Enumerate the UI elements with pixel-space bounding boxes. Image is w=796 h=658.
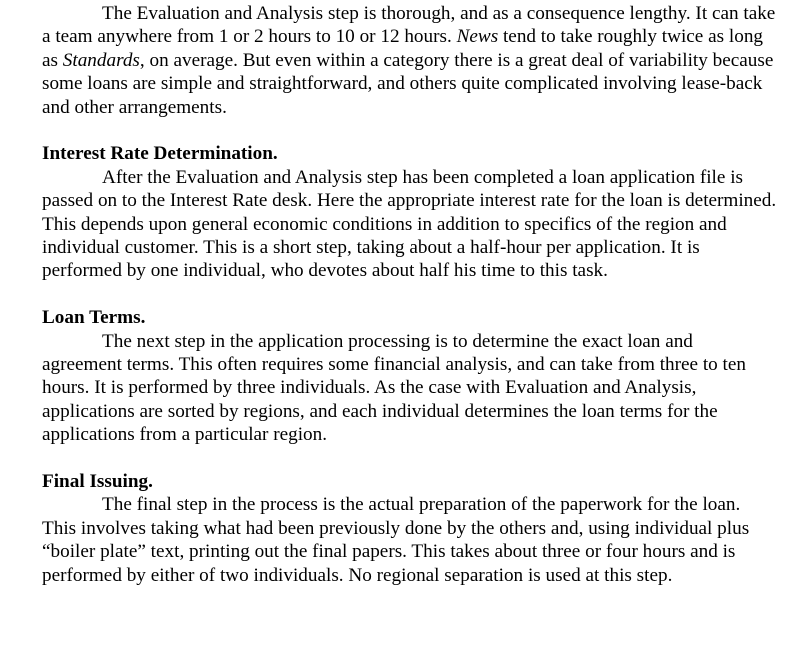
interest-rate-heading: Interest Rate Determination. (42, 143, 278, 165)
document-page (42, 0, 777, 587)
loan-terms-heading: Loan Terms. (42, 307, 146, 329)
paragraph-text: The Evaluation and Analysis step is thorough, and as a consequence lengthy. It can take a team anywhere from 1 or 2 hours to 10 or 12 hours. (42, 3, 776, 48)
loan-terms-paragraph: The next step in the application processing is to determine the exact loan and agreement terms. This often requires some financial analysis, and can take from three to ten hours. It is performed by three individuals. As the case with Evaluation and Analysis, applications are sorted by regions, and each individual determines the loan terms for the applications from a particular region. (42, 330, 746, 446)
paragraph-text: , on average. But even within a category there is a great deal of variability because some loans are simple and straightforward, and others quite complicated involving lease-back and other arrangements. (42, 49, 774, 118)
evaluation-analysis-paragraph (42, 2, 777, 119)
emphasis-text: News (456, 26, 499, 48)
paragraph-text: tend to take roughly twice as long as (42, 26, 764, 71)
interest-rate-paragraph: After the Evaluation and Analysis step has been completed a loan application file is passed on to the Interest Rate desk. Here the appropriate interest rate for the loan is determined. This depends upon general economic conditions in addition to specifics of the region and individual customer. This is a short step, taking about a half-hour per application. It is performed by one individual, who devotes about half his time to this task. (42, 166, 777, 282)
final-issuing-heading: Final Issuing. (42, 471, 153, 493)
final-issuing-paragraph: The final step in the process is the actual preparation of the paperwork for the loan. This involves taking what had been previously done by the others and, using individual plus “boiler plate” text, printing out the final papers. This takes about three or four hours and is performed by either of two individuals. No regional separation is used at this step. (42, 494, 750, 586)
emphasis-text: Standards (62, 49, 140, 71)
